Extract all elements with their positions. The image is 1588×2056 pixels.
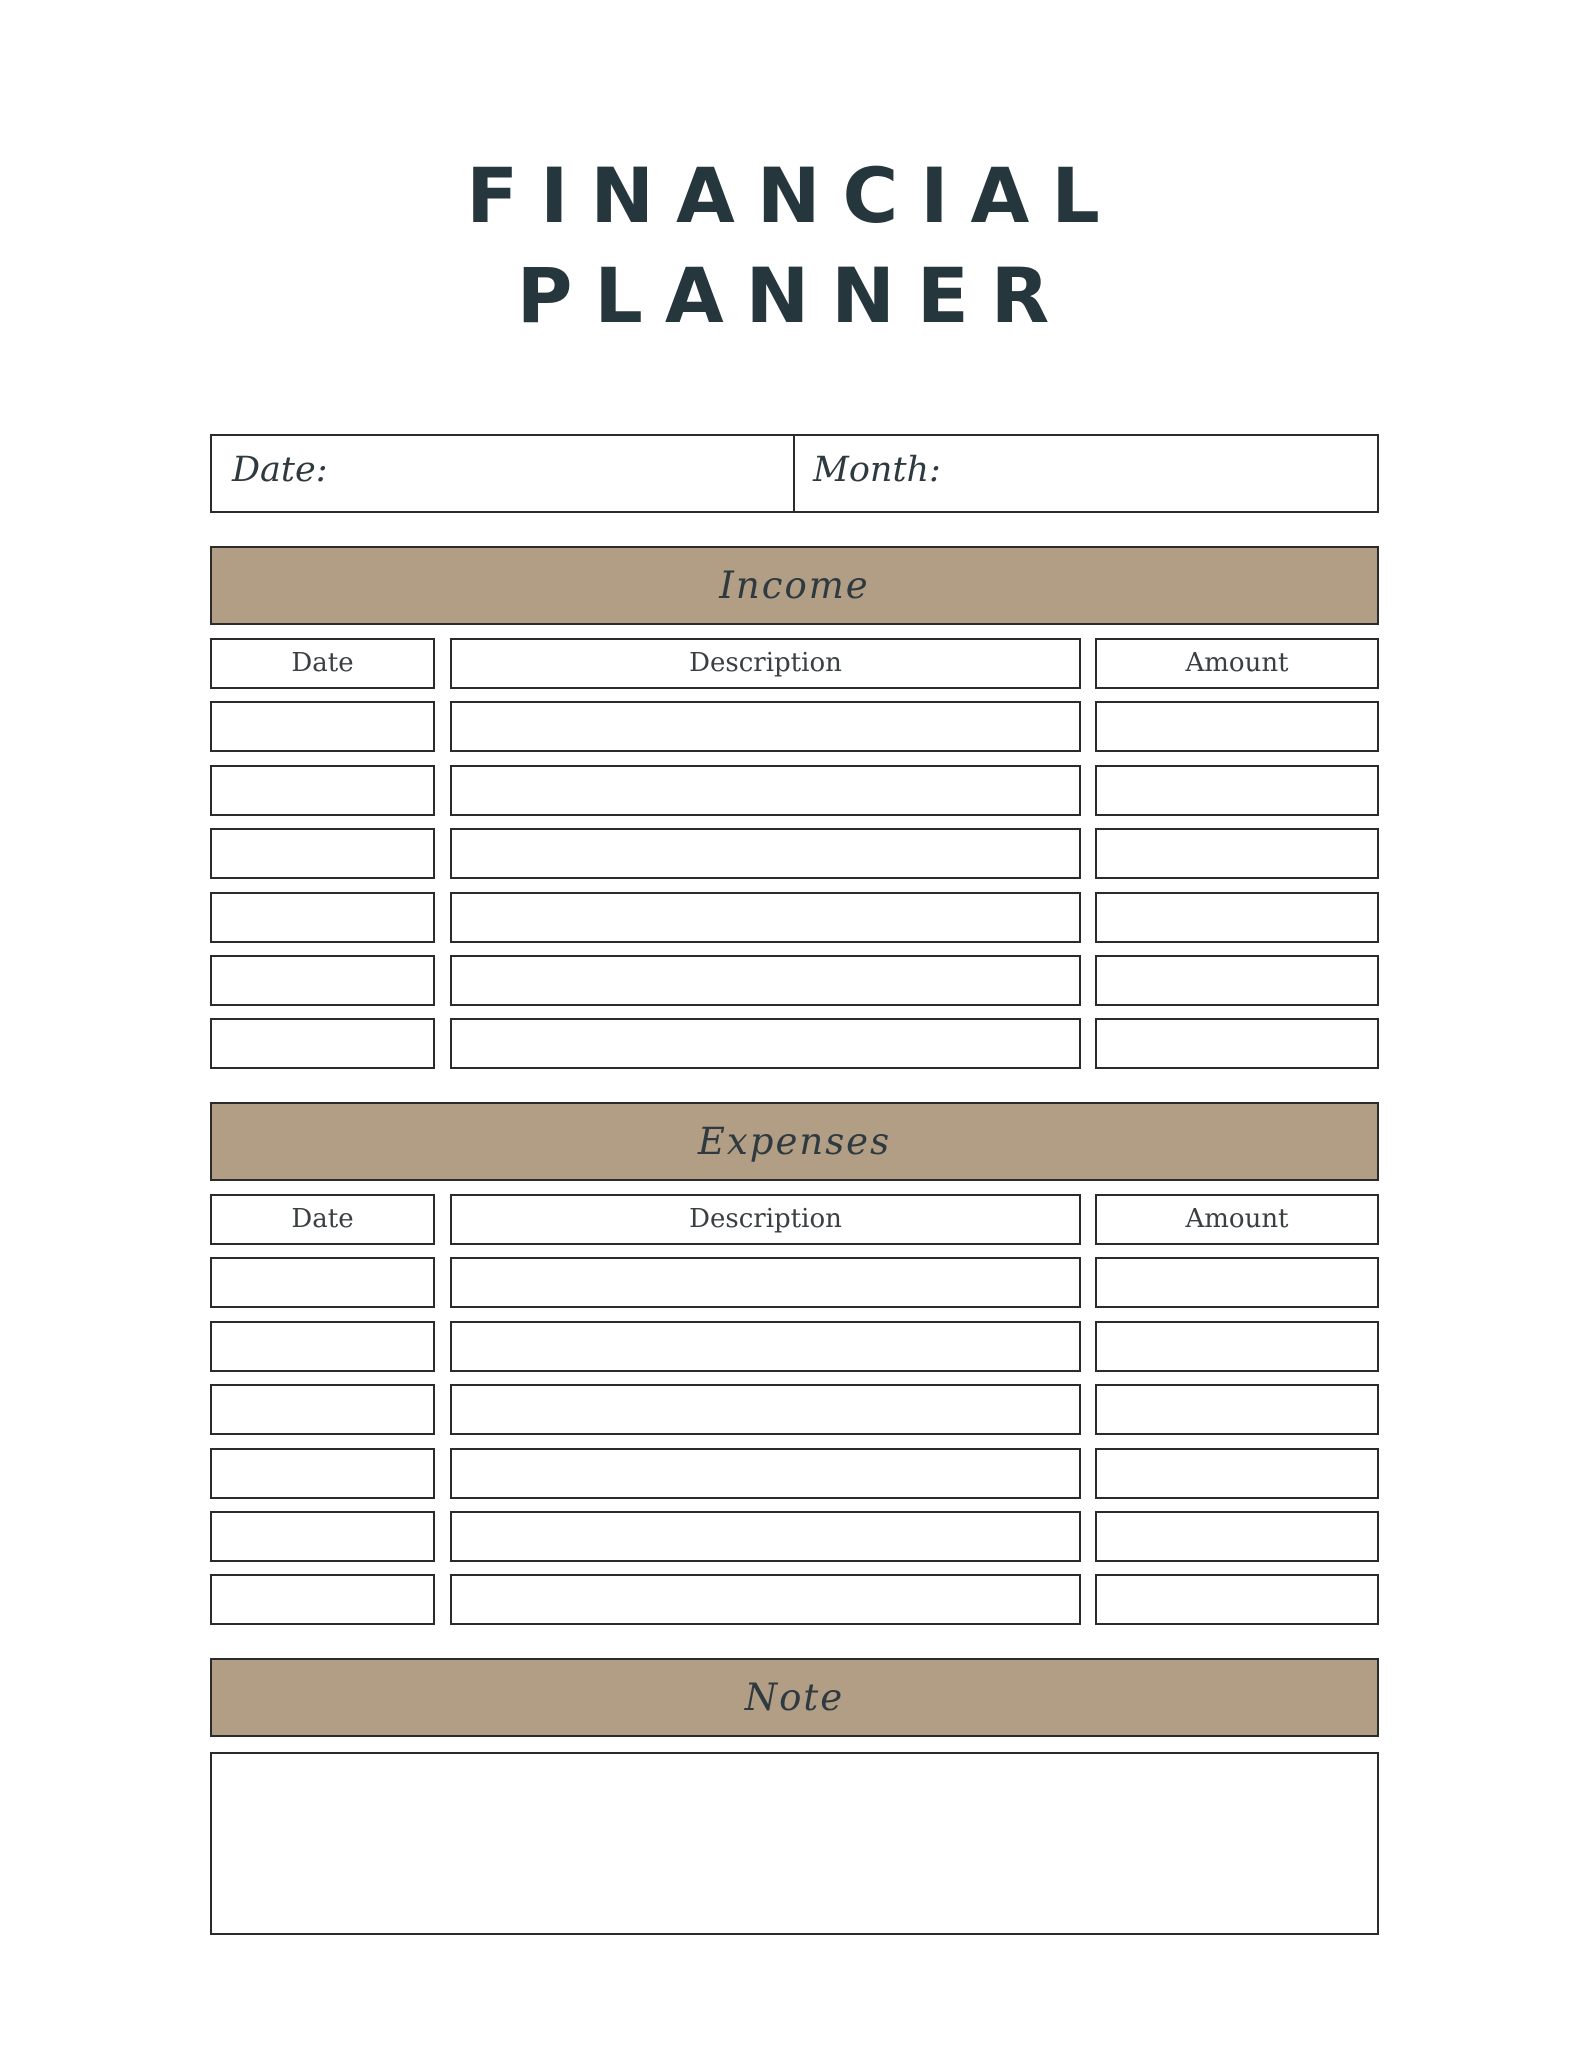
income-date-cell[interactable]	[210, 828, 435, 879]
expenses-description-cell[interactable]	[450, 1321, 1081, 1372]
expenses-amount-cell[interactable]	[1095, 1321, 1379, 1372]
income-description-cell[interactable]	[450, 892, 1081, 943]
income-date-cell[interactable]	[210, 955, 435, 1006]
income-amount-cell[interactable]	[1095, 701, 1379, 752]
income-date-cell[interactable]	[210, 1018, 435, 1069]
expenses-amount-cell[interactable]	[1095, 1384, 1379, 1435]
expenses-header-description: Description	[450, 1194, 1081, 1245]
income-description-cell[interactable]	[450, 828, 1081, 879]
expenses-date-cell[interactable]	[210, 1574, 435, 1625]
expenses-date-cell[interactable]	[210, 1448, 435, 1499]
month-label: Month:	[813, 450, 941, 490]
income-amount-cell[interactable]	[1095, 765, 1379, 816]
income-header-description: Description	[450, 638, 1081, 689]
income-description-cell[interactable]	[450, 955, 1081, 1006]
date-month-row	[210, 434, 1379, 513]
expenses-banner: Expenses	[210, 1102, 1379, 1181]
income-description-cell[interactable]	[450, 1018, 1081, 1069]
date-label: Date:	[232, 450, 328, 490]
expenses-header-amount: Amount	[1095, 1194, 1379, 1245]
expenses-date-cell[interactable]	[210, 1511, 435, 1562]
expenses-date-cell[interactable]	[210, 1257, 435, 1308]
income-description-cell[interactable]	[450, 765, 1081, 816]
income-amount-cell[interactable]	[1095, 892, 1379, 943]
expenses-date-cell[interactable]	[210, 1384, 435, 1435]
income-header-date: Date	[210, 638, 435, 689]
income-amount-cell[interactable]	[1095, 955, 1379, 1006]
date-month-divider	[793, 436, 795, 511]
income-banner: Income	[210, 546, 1379, 625]
title-line-2: PLANNER	[516, 251, 1072, 340]
expenses-description-cell[interactable]	[450, 1511, 1081, 1562]
expenses-header-date: Date	[210, 1194, 435, 1245]
income-header-amount: Amount	[1095, 638, 1379, 689]
expenses-description-cell[interactable]	[450, 1574, 1081, 1625]
expenses-amount-cell[interactable]	[1095, 1257, 1379, 1308]
expenses-amount-cell[interactable]	[1095, 1448, 1379, 1499]
income-date-cell[interactable]	[210, 892, 435, 943]
income-description-cell[interactable]	[450, 701, 1081, 752]
title-line-1: FINANCIAL	[466, 151, 1122, 240]
expenses-description-cell[interactable]	[450, 1384, 1081, 1435]
income-amount-cell[interactable]	[1095, 828, 1379, 879]
expenses-amount-cell[interactable]	[1095, 1574, 1379, 1625]
expenses-amount-cell[interactable]	[1095, 1511, 1379, 1562]
income-amount-cell[interactable]	[1095, 1018, 1379, 1069]
expenses-description-cell[interactable]	[450, 1257, 1081, 1308]
income-date-cell[interactable]	[210, 765, 435, 816]
note-banner: Note	[210, 1658, 1379, 1737]
expenses-date-cell[interactable]	[210, 1321, 435, 1372]
income-date-cell[interactable]	[210, 701, 435, 752]
expenses-description-cell[interactable]	[450, 1448, 1081, 1499]
note-box[interactable]	[210, 1752, 1379, 1935]
